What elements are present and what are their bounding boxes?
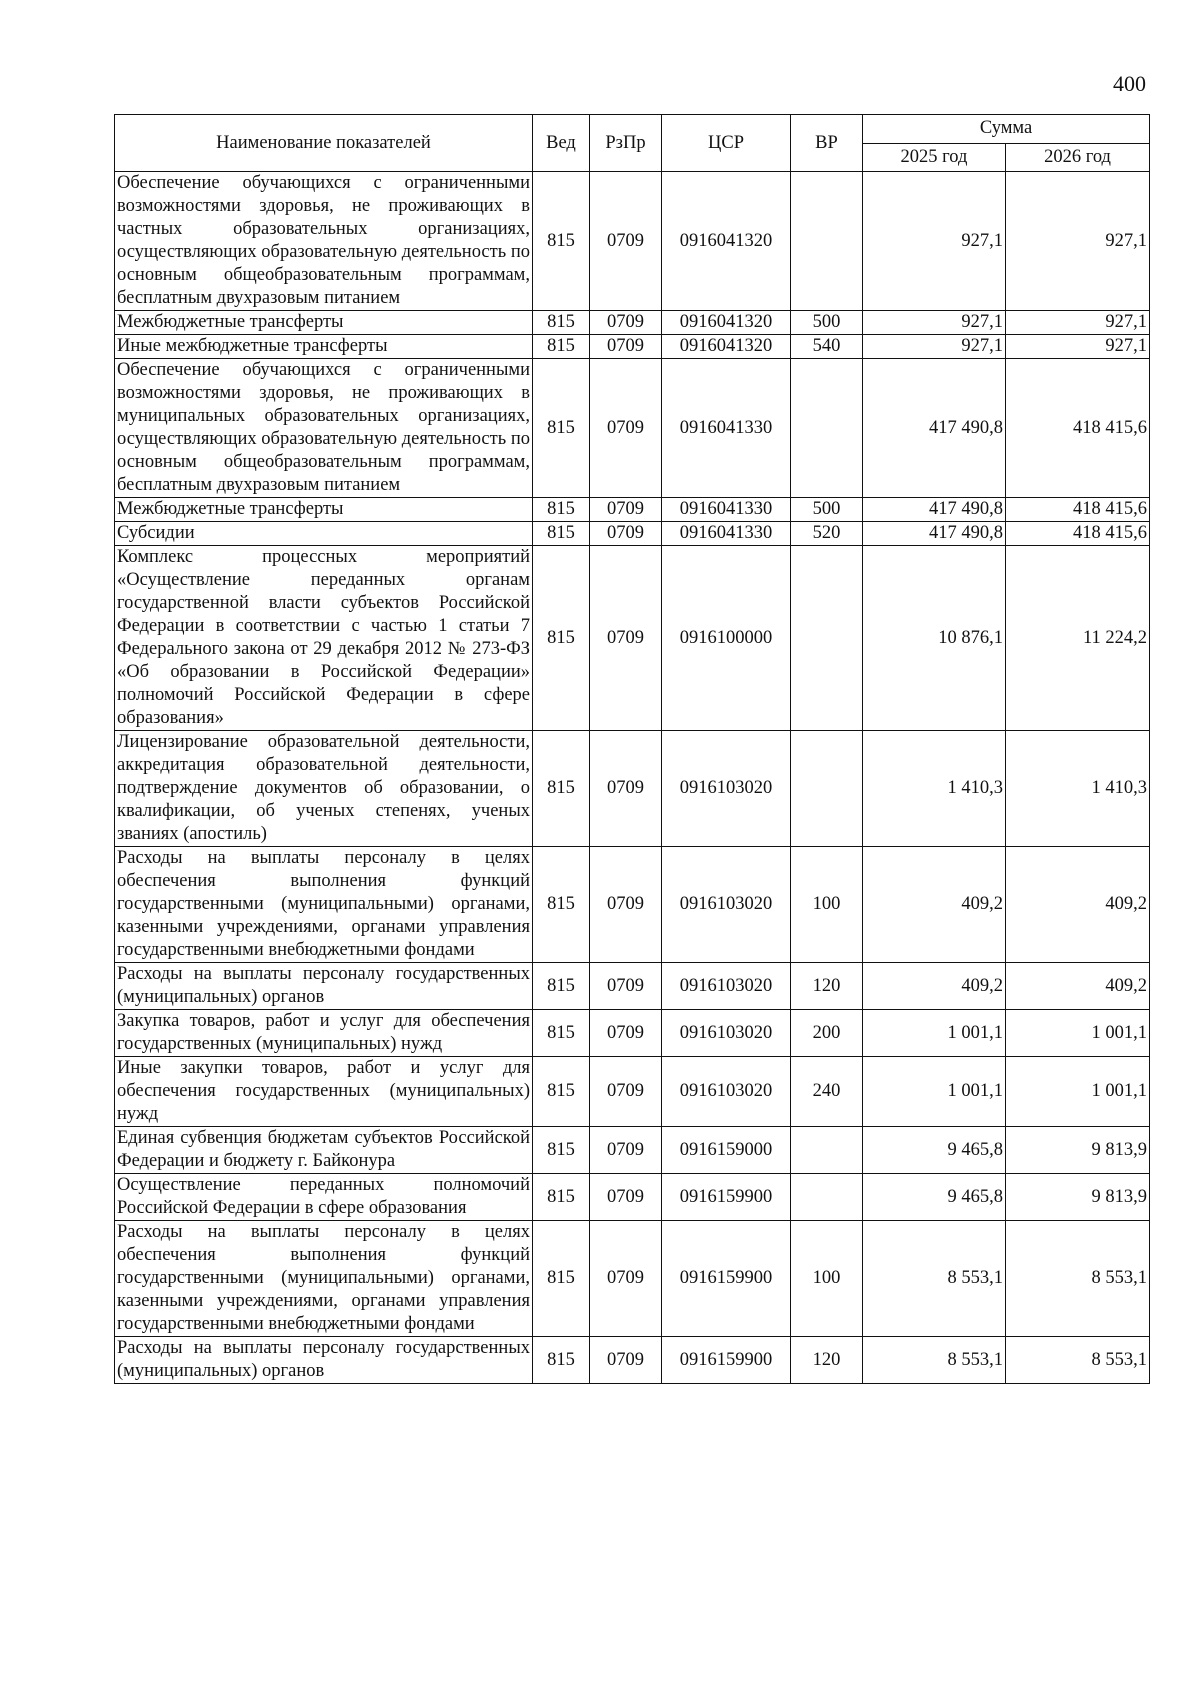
cell-ved: 815	[533, 847, 590, 963]
page-number: 400	[1113, 71, 1146, 96]
cell-csr: 0916103020	[662, 847, 791, 963]
header-name: Наименование показателей	[115, 115, 533, 172]
cell-2026: 927,1	[1006, 311, 1150, 335]
table-row	[115, 172, 1150, 311]
cell-csr: 0916041320	[662, 311, 791, 335]
table-row	[115, 335, 1150, 359]
cell-name: Закупка товаров, работ и услуг для обеспечения государственных (муниципальных) нужд	[115, 1010, 533, 1057]
cell-name: Осуществление переданных полномочий Российской Федерации в сфере образования	[115, 1174, 533, 1221]
table-body	[115, 172, 1150, 1384]
table-row	[115, 522, 1150, 546]
cell-name: Единая субвенция бюджетам субъектов Российской Федерации и бюджету г. Байконура	[115, 1127, 533, 1174]
cell-rzpr: 0709	[590, 335, 662, 359]
cell-ved: 815	[533, 172, 590, 311]
cell-2025: 417 490,8	[863, 498, 1006, 522]
cell-csr: 0916041330	[662, 359, 791, 498]
cell-rzpr: 0709	[590, 172, 662, 311]
cell-ved: 815	[533, 359, 590, 498]
cell-2026: 9 813,9	[1006, 1174, 1150, 1221]
cell-name: Расходы на выплаты персоналу в целях обеспечения выполнения функций государственными (муниципальными) органами, казенными учреждениями, органами управления государственными внебюджетными фондами	[115, 1221, 533, 1337]
cell-2025: 417 490,8	[863, 522, 1006, 546]
cell-ved: 815	[533, 546, 590, 731]
cell-vr: 120	[791, 963, 863, 1010]
cell-name: Иные межбюджетные трансферты	[115, 335, 533, 359]
cell-2025: 8 553,1	[863, 1221, 1006, 1337]
cell-rzpr: 0709	[590, 1337, 662, 1384]
cell-2026: 418 415,6	[1006, 359, 1150, 498]
cell-name: Межбюджетные трансферты	[115, 311, 533, 335]
cell-2025: 10 876,1	[863, 546, 1006, 731]
header-csr: ЦСР	[662, 115, 791, 172]
cell-rzpr: 0709	[590, 731, 662, 847]
cell-2026: 1 410,3	[1006, 731, 1150, 847]
cell-2025: 1 410,3	[863, 731, 1006, 847]
table-row	[115, 731, 1150, 847]
cell-ved: 815	[533, 1127, 590, 1174]
cell-csr: 0916103020	[662, 731, 791, 847]
cell-rzpr: 0709	[590, 1057, 662, 1127]
cell-csr: 0916041320	[662, 172, 791, 311]
cell-csr: 0916103020	[662, 1057, 791, 1127]
table-row	[115, 1337, 1150, 1384]
table-row	[115, 1057, 1150, 1127]
cell-rzpr: 0709	[590, 1127, 662, 1174]
cell-csr: 0916159900	[662, 1337, 791, 1384]
cell-rzpr: 0709	[590, 311, 662, 335]
cell-name: Комплекс процессных мероприятий «Осуществление переданных органам государственной власти субъектов Российской Федерации в соответствии с частью 1 статьи 7 Федерального закона от 29 декабря 2012 № 273-ФЗ «Об образовании в Российской Федерации» полномочий Российской Федерации в сфере образования»	[115, 546, 533, 731]
cell-vr	[791, 731, 863, 847]
cell-ved: 815	[533, 1057, 590, 1127]
cell-name: Расходы на выплаты персоналу государственных (муниципальных) органов	[115, 963, 533, 1010]
cell-csr: 0916103020	[662, 963, 791, 1010]
cell-vr: 100	[791, 1221, 863, 1337]
cell-name: Обеспечение обучающихся с ограниченными возможностями здоровья, не проживающих в муниципальных образовательных организациях, осуществляющих образовательную деятельность по основным общеобразовательным программам, бесплатным двухразовым питанием	[115, 359, 533, 498]
cell-rzpr: 0709	[590, 1221, 662, 1337]
cell-vr: 200	[791, 1010, 863, 1057]
table-row	[115, 1010, 1150, 1057]
cell-2026: 927,1	[1006, 172, 1150, 311]
cell-csr: 0916041320	[662, 335, 791, 359]
cell-csr: 0916041330	[662, 498, 791, 522]
cell-2025: 927,1	[863, 172, 1006, 311]
cell-name: Лицензирование образовательной деятельности, аккредитация образовательной деятельности, подтверждение документов об образовании, о квалификации, об ученых степенях, ученых званиях (апостиль)	[115, 731, 533, 847]
cell-vr: 120	[791, 1337, 863, 1384]
cell-ved: 815	[533, 1337, 590, 1384]
cell-rzpr: 0709	[590, 963, 662, 1010]
cell-2025: 927,1	[863, 335, 1006, 359]
cell-2025: 409,2	[863, 963, 1006, 1010]
cell-2025: 8 553,1	[863, 1337, 1006, 1384]
cell-2026: 1 001,1	[1006, 1010, 1150, 1057]
cell-2025: 9 465,8	[863, 1127, 1006, 1174]
cell-ved: 815	[533, 731, 590, 847]
cell-rzpr: 0709	[590, 359, 662, 498]
cell-vr: 540	[791, 335, 863, 359]
cell-vr	[791, 1127, 863, 1174]
cell-2026: 8 553,1	[1006, 1221, 1150, 1337]
table-row	[115, 546, 1150, 731]
cell-name: Иные закупки товаров, работ и услуг для обеспечения государственных (муниципальных) нужд	[115, 1057, 533, 1127]
cell-ved: 815	[533, 522, 590, 546]
cell-2026: 9 813,9	[1006, 1127, 1150, 1174]
table-row	[115, 1221, 1150, 1337]
table-row	[115, 1174, 1150, 1221]
table-row	[115, 963, 1150, 1010]
cell-rzpr: 0709	[590, 498, 662, 522]
cell-2026: 418 415,6	[1006, 522, 1150, 546]
cell-ved: 815	[533, 311, 590, 335]
cell-vr: 520	[791, 522, 863, 546]
header-vr: ВР	[791, 115, 863, 172]
table-row	[115, 498, 1150, 522]
budget-table	[114, 114, 1150, 1384]
cell-ved: 815	[533, 1174, 590, 1221]
cell-name: Субсидии	[115, 522, 533, 546]
cell-csr: 0916103020	[662, 1010, 791, 1057]
header-ved: Вед	[533, 115, 590, 172]
cell-name: Расходы на выплаты персоналу в целях обеспечения выполнения функций государственными (муниципальными) органами, казенными учреждениями, органами управления государственными внебюджетными фондами	[115, 847, 533, 963]
cell-csr: 0916159900	[662, 1174, 791, 1221]
cell-ved: 815	[533, 963, 590, 1010]
table-header	[115, 115, 1150, 172]
cell-ved: 815	[533, 498, 590, 522]
cell-2025: 9 465,8	[863, 1174, 1006, 1221]
cell-csr: 0916041330	[662, 522, 791, 546]
cell-2025: 417 490,8	[863, 359, 1006, 498]
cell-vr: 500	[791, 498, 863, 522]
cell-vr	[791, 1174, 863, 1221]
cell-2026: 11 224,2	[1006, 546, 1150, 731]
cell-2026: 8 553,1	[1006, 1337, 1150, 1384]
cell-rzpr: 0709	[590, 1174, 662, 1221]
cell-2025: 1 001,1	[863, 1057, 1006, 1127]
header-rzpr: РзПр	[590, 115, 662, 172]
cell-csr: 0916159000	[662, 1127, 791, 1174]
table-row	[115, 1127, 1150, 1174]
cell-vr	[791, 359, 863, 498]
cell-csr: 0916159900	[662, 1221, 791, 1337]
cell-name: Межбюджетные трансферты	[115, 498, 533, 522]
header-year-2025: 2025 год	[863, 143, 1006, 172]
cell-ved: 815	[533, 1010, 590, 1057]
cell-2026: 409,2	[1006, 847, 1150, 963]
cell-name: Обеспечение обучающихся с ограниченными возможностями здоровья, не проживающих в частных образовательных организациях, осуществляющих образовательную деятельность по основным общеобразовательным программам, бесплатным двухразовым питанием	[115, 172, 533, 311]
table-row	[115, 311, 1150, 335]
cell-2026: 1 001,1	[1006, 1057, 1150, 1127]
cell-vr	[791, 546, 863, 731]
cell-rzpr: 0709	[590, 522, 662, 546]
cell-vr: 240	[791, 1057, 863, 1127]
cell-vr: 100	[791, 847, 863, 963]
cell-vr	[791, 172, 863, 311]
table-row	[115, 359, 1150, 498]
cell-rzpr: 0709	[590, 546, 662, 731]
cell-2025: 1 001,1	[863, 1010, 1006, 1057]
cell-2026: 927,1	[1006, 335, 1150, 359]
cell-ved: 815	[533, 335, 590, 359]
cell-rzpr: 0709	[590, 1010, 662, 1057]
cell-csr: 0916100000	[662, 546, 791, 731]
cell-2025: 409,2	[863, 847, 1006, 963]
cell-2026: 418 415,6	[1006, 498, 1150, 522]
cell-name: Расходы на выплаты персоналу государственных (муниципальных) органов	[115, 1337, 533, 1384]
header-sum: Сумма	[863, 115, 1150, 144]
header-year-2026: 2026 год	[1006, 143, 1150, 172]
cell-vr: 500	[791, 311, 863, 335]
cell-ved: 815	[533, 1221, 590, 1337]
table-row	[115, 847, 1150, 963]
cell-rzpr: 0709	[590, 847, 662, 963]
cell-2025: 927,1	[863, 311, 1006, 335]
cell-2026: 409,2	[1006, 963, 1150, 1010]
